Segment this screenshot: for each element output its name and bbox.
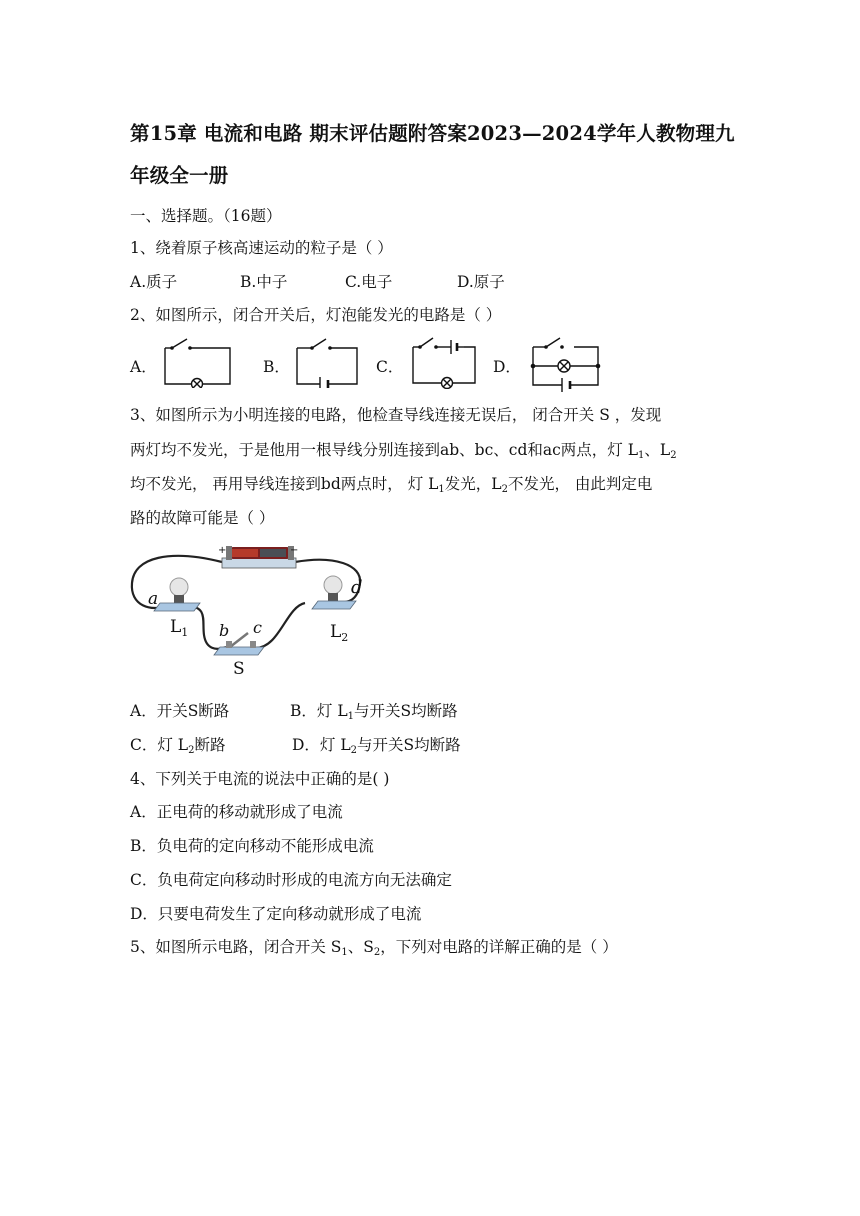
q1-option-b: B.中子 [240, 273, 288, 291]
q4-option-c: C．负电荷定向移动时形成的电流方向无法确定 [130, 871, 452, 889]
q3-line2: 两灯均不发光，于是他用一根导线分别连接到ab、bc、cd和ac两点，灯 $L_1$、$L_2$ [130, 441, 677, 461]
q4-stem: 4、下列关于电流的说法中正确的是( ) [130, 770, 390, 788]
q3-point-c-label: c [253, 618, 262, 637]
q3-line3: 均不发光， 再用导线连接到bd两点时， 灯 $L_1$发光，$L_2$不发光， 由此判定电 [130, 475, 653, 495]
q3-point-a-label: a [148, 589, 159, 609]
q3-lamp2-label: $L_2$ [330, 622, 349, 644]
q3-circuit-figure [130, 543, 370, 683]
document-title-line2: 年级全一册 [130, 164, 229, 187]
q2-circuit-d-diagram [528, 333, 604, 393]
q1-stem: 1、绕着原子核高速运动的粒子是（ ） [130, 239, 393, 257]
document-title-line1: 第15章 电流和电路 期末评估题附答案2023—2024学年人教物理九 [130, 122, 735, 145]
q3-battery-minus-label: − [290, 545, 299, 556]
q2-stem: 2、如图所示，闭合开关后，灯泡能发光的电路是（ ） [130, 306, 502, 324]
q3-option-a: A．开关S断路 [130, 702, 230, 720]
q1-option-a: A.质子 [130, 273, 178, 291]
q4-option-d: D．只要电荷发生了定向移动就形成了电流 [130, 905, 422, 923]
q3-option-c: C．灯 $L_2$断路 [130, 736, 226, 756]
q3-line4: 路的故障可能是（ ） [130, 509, 275, 527]
q3-switch-label: S [233, 659, 245, 679]
q2-circuit-c-diagram [408, 333, 480, 389]
q2-circuit-b-diagram [292, 336, 362, 388]
q2-option-c: C． [376, 358, 404, 376]
q3-option-d: D．灯 $L_2$与开关S均断路 [292, 736, 461, 756]
q3-lamp1-label: $L_1$ [170, 617, 189, 639]
section-heading: 一、选择题。（16题） [130, 207, 282, 225]
q3-option-b: B．灯 $L_1$与开关S均断路 [290, 702, 458, 722]
q4-option-a: A．正电荷的移动就形成了电流 [130, 803, 343, 821]
q1-option-d: D.原子 [457, 273, 505, 291]
q3-line1: 3、如图所示为小明连接的电路，他检查导线连接无误后， 闭合开关 S ，发现 [130, 406, 662, 424]
q3-point-b-label: b [219, 621, 230, 640]
q2-option-a: A． [130, 358, 157, 376]
q3-point-d-label: d [351, 577, 363, 598]
q1-option-c: C.电子 [345, 273, 393, 291]
q2-option-b: B． [263, 358, 290, 376]
q2-circuit-a-diagram [160, 336, 235, 388]
q3-battery-plus-label: + [218, 545, 227, 556]
q5-stem: 5、如图所示电路，闭合开关 $S_1$、$S_2$，下列对电路的详解正确的是（ ） [130, 938, 618, 958]
q2-option-d: D． [493, 358, 521, 376]
q4-option-b: B．负电荷的定向移动不能形成电流 [130, 837, 374, 855]
